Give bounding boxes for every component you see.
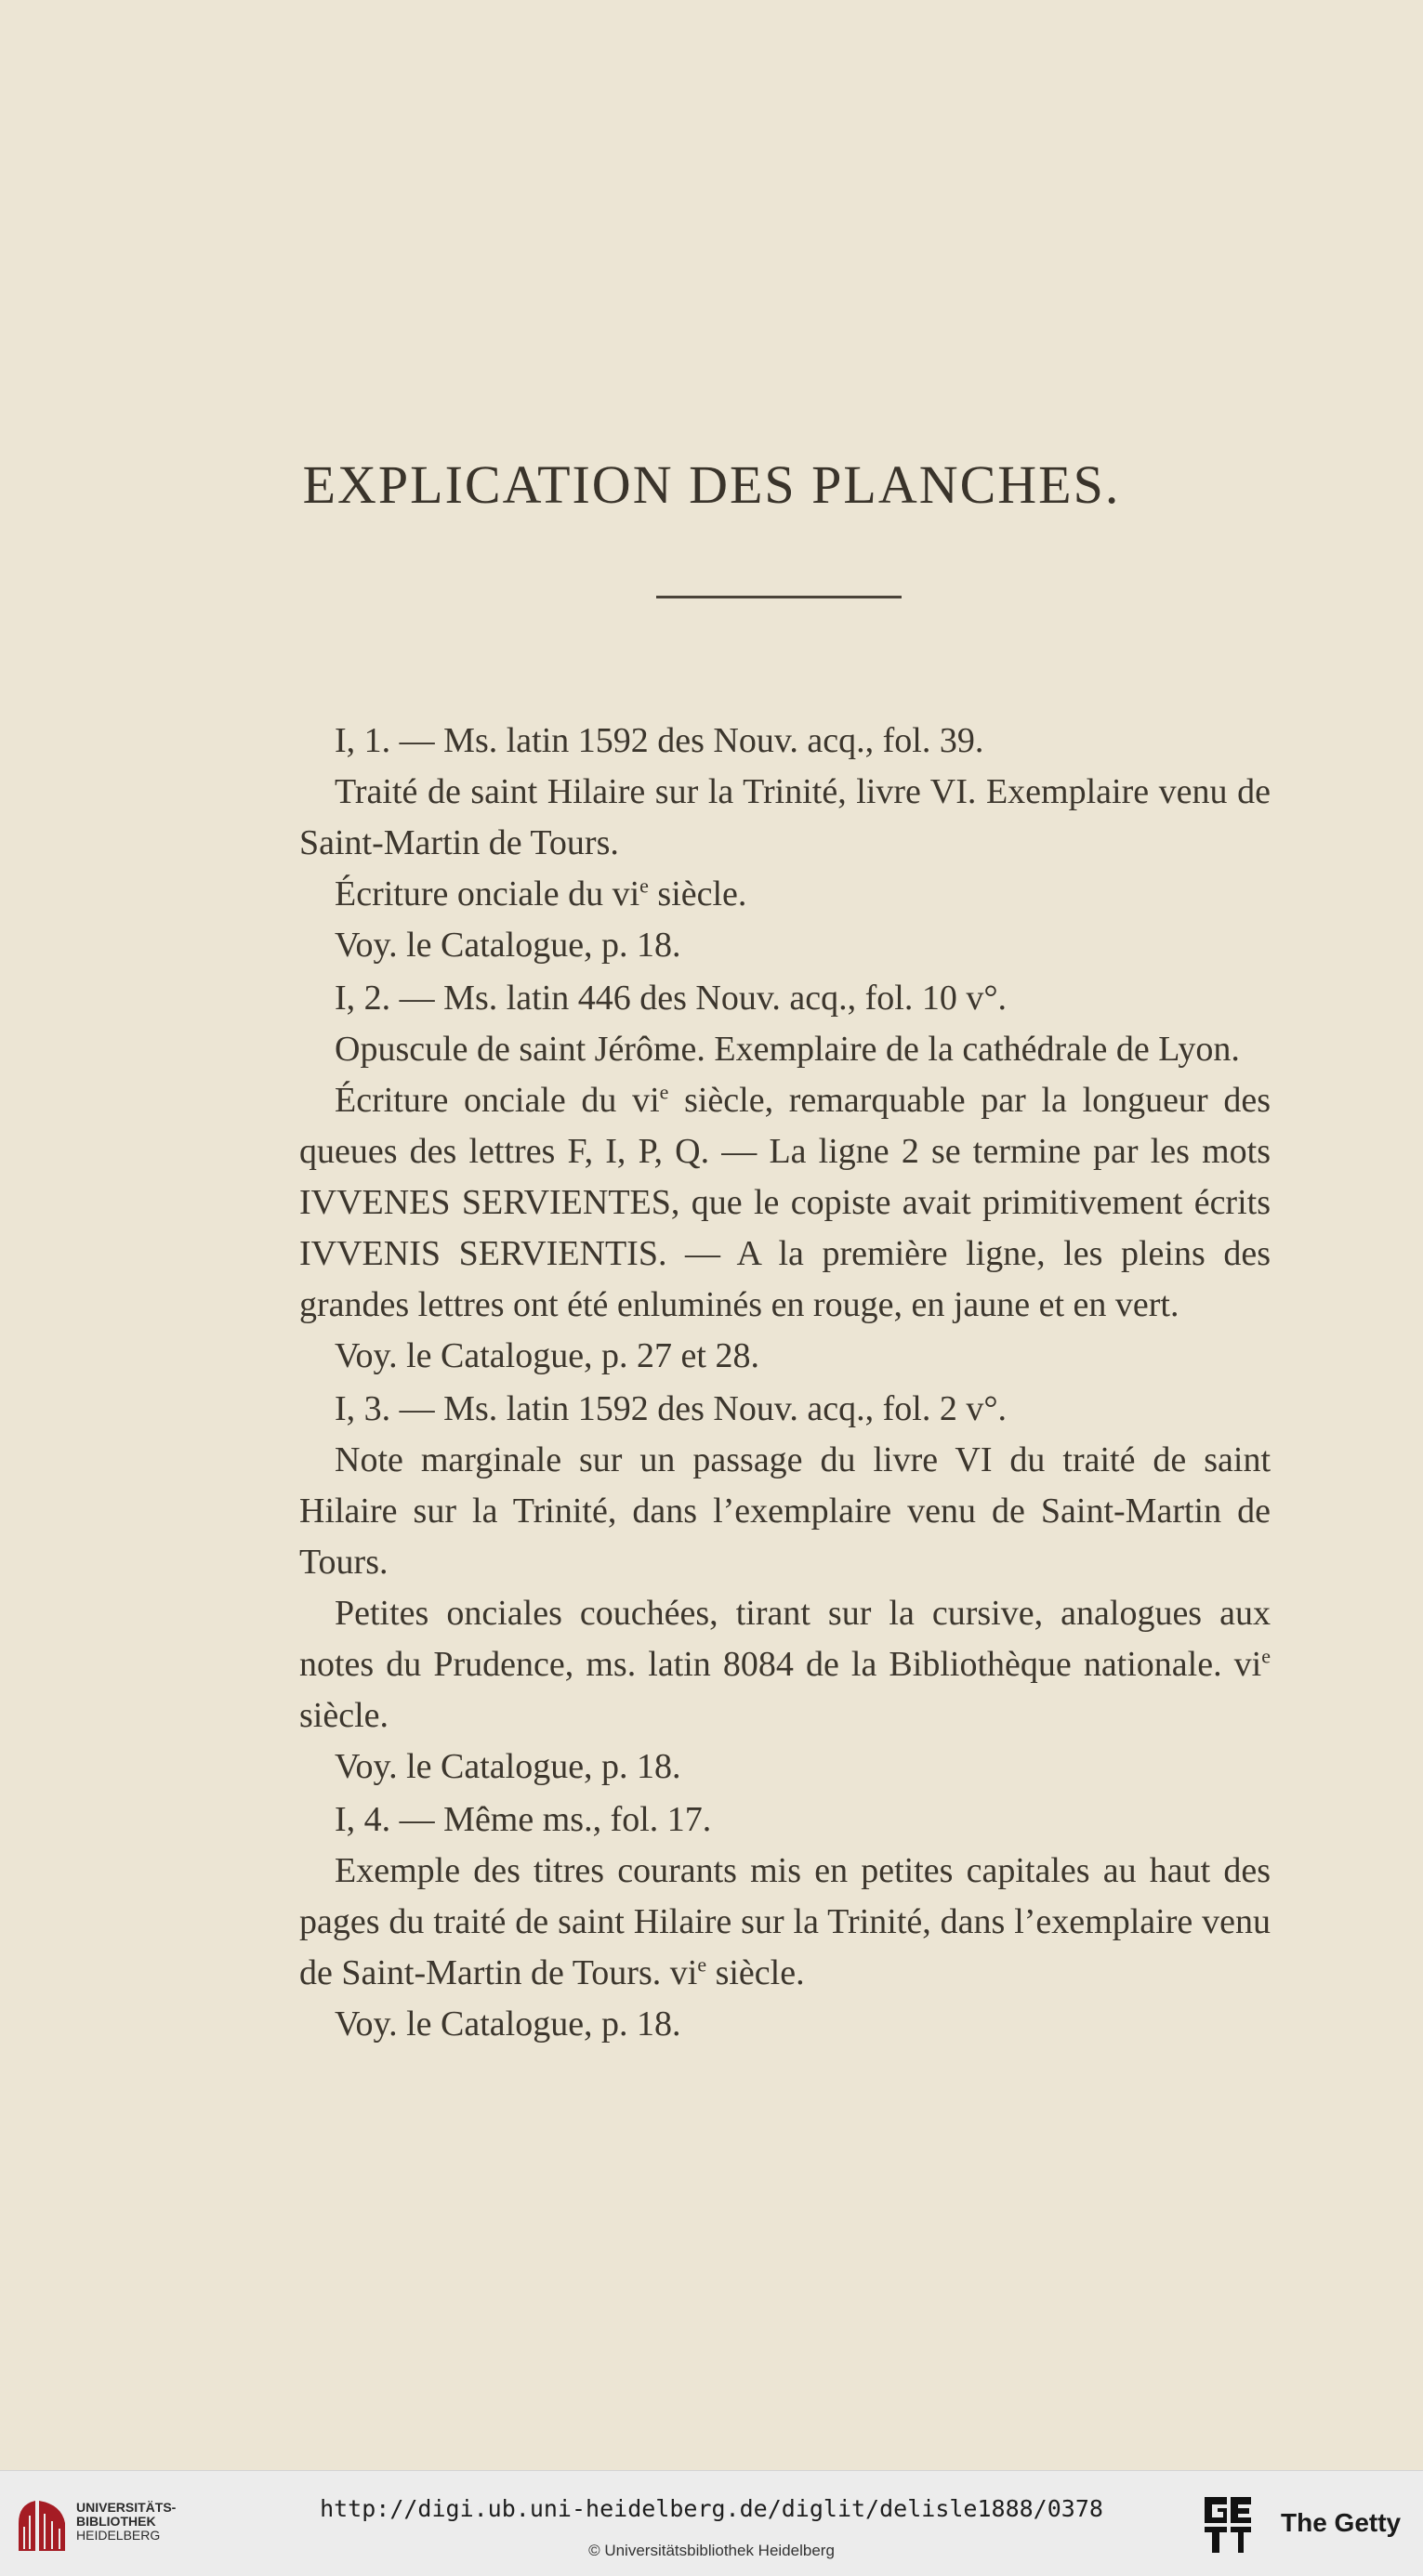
- plate-entry: [299, 716, 1271, 971]
- paragraph-text: Écriture onciale du: [335, 1081, 633, 1120]
- getty-logo-icon[interactable]: [1199, 2491, 1257, 2558]
- entry-reference: I, 1. — Ms. latin 1592 des Nouv. acq., fol. 39.: [335, 721, 984, 760]
- entry-paragraph: Opuscule de saint Jérôme. Exemplaire de la cathédrale de Lyon.: [335, 1030, 1240, 1069]
- century-numeral: vi: [632, 1081, 660, 1120]
- entry-paragraph: Voy. le Catalogue, p. 18.: [335, 1747, 681, 1786]
- entry-paragraph: [299, 1075, 1271, 1331]
- century-numeral: vi: [669, 1953, 698, 1992]
- plate-explanations: [299, 716, 1271, 2052]
- ordinal-superscript: e: [639, 874, 649, 898]
- ordinal-superscript: e: [697, 1952, 707, 1977]
- entry-paragraph: Note marginale sur un passage du livre VI du traité de saint Hilaire sur la Trinité, dans l’exemplaire venu de Saint-Martin de Tours.: [299, 1440, 1271, 1582]
- paragraph-text: siècle, remarquable par la longueur des queues des lettres F, I, P, Q. — La ligne 2 se termine par les mots IVVENES SERVIENTES, que le copiste avait primitivement écrits IVVENIS SERVIENTIS. — A la première ligne, les pleins des grandes lettres ont été enluminés en rouge, en jaune et en vert.: [299, 1081, 1271, 1324]
- entry-reference: I, 2. — Ms. latin 446 des Nouv. acq., fol. 10 v°.: [335, 979, 1008, 1018]
- entry-reference: I, 4. — Même ms., fol. 17.: [335, 1800, 712, 1839]
- entry-paragraph: Voy. le Catalogue, p. 27 et 28.: [335, 1336, 759, 1375]
- institution-line-2: BIBLIOTHEK: [76, 2514, 156, 2529]
- paragraph-text: Exemple des titres courants mis en petites capitales au haut des pages du traité de saint Hilaire sur la Trinité, dans l’exemplaire venu de Saint-Martin de Tours.: [299, 1851, 1271, 1992]
- paragraph-text: Écriture onciale du: [335, 874, 613, 913]
- copyright-notice: © Universitätsbibliothek Heidelberg: [588, 2542, 835, 2559]
- paragraph-text: siècle.: [648, 874, 747, 913]
- entry-paragraph: [299, 869, 1271, 920]
- entry-paragraph: Voy. le Catalogue, p. 18.: [335, 926, 681, 965]
- entry-reference: I, 3. — Ms. latin 1592 des Nouv. acq., fol. 2 v°.: [335, 1389, 1008, 1428]
- footer-bar: [0, 2470, 1423, 2576]
- paragraph-text: siècle.: [299, 1696, 389, 1735]
- ordinal-superscript: e: [1261, 1644, 1271, 1668]
- plate-entry: [299, 973, 1271, 1382]
- partner-name: The Getty: [1281, 2508, 1402, 2537]
- entry-paragraph: Voy. le Catalogue, p. 18.: [335, 2004, 681, 2044]
- ordinal-superscript: e: [659, 1080, 669, 1104]
- entry-paragraph: [299, 1588, 1271, 1741]
- century-numeral: vi: [1233, 1645, 1262, 1684]
- paragraph-text: siècle.: [706, 1953, 805, 1992]
- institution-line-3: HEIDELBERG: [76, 2528, 161, 2543]
- entry-paragraph: Traité de saint Hilaire sur la Trinité, livre VI. Exemplaire venu de Saint-Martin de Tours.: [299, 772, 1271, 862]
- century-numeral: vi: [612, 874, 640, 913]
- plate-entry: [299, 1794, 1271, 2050]
- entry-paragraph: [299, 1846, 1271, 1999]
- institution-line-1: UNIVERSITÄTS-: [76, 2500, 177, 2515]
- permalink-url[interactable]: http://digi.ub.uni-heidelberg.de/diglit/delisle1888/0378: [320, 2495, 1103, 2522]
- plate-entry: [299, 1384, 1271, 1793]
- title-rule: [656, 596, 902, 598]
- page-title: EXPLICATION DES PLANCHES.: [302, 454, 1121, 515]
- paragraph-text: Petites onciales couchées, tirant sur la cursive, analogues aux notes du Prudence, ms. latin 8084 de la Bibliothèque nationale.: [299, 1594, 1271, 1684]
